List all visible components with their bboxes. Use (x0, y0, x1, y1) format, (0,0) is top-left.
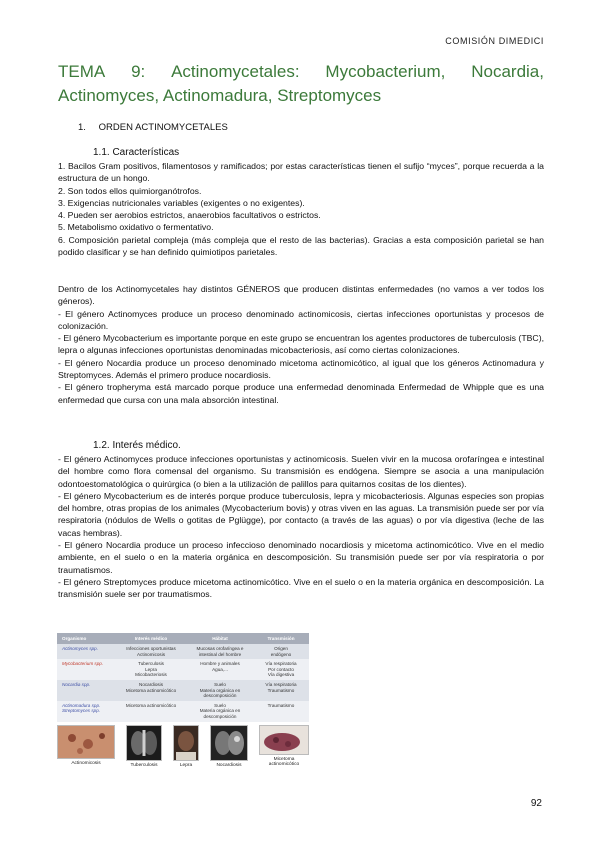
paragraph-line: Dentro de los Actinomycetales hay distintos GÉNEROS que producen distintas enfermedades (no vamos a ver todos los géneros). (58, 284, 544, 307)
image-caption: Actinomicosis (71, 760, 101, 766)
table-cell: Nocardia spp. (57, 680, 115, 701)
table-cell: Vía respiratoria Por contacto Vía digestiva (253, 659, 309, 680)
section-label: ORDEN ACTINOMYCETALES (98, 122, 228, 133)
paragraph-line: - El género Mycobacterium es importante porque en este grupo se encuentran los agentes productores de tuberculosis (TBC), lepra o algunas infecciones oportunistas denominadas micobacteriosis, así como ciertas colonizaciones. (58, 333, 544, 356)
interes-paragraph (58, 453, 544, 601)
image-caption: Nocardiosis (216, 762, 242, 768)
face-photo (173, 725, 199, 761)
column-header: Interés médico (115, 633, 187, 644)
list-item: 3. Exigencias nutricionales variables (exigentes o no exigentes). (58, 197, 305, 208)
page-number: 92 (530, 798, 542, 809)
table-cell: Suelo Materia orgánica en descomposición (187, 680, 253, 701)
image-caption: Micetoma actinomicótico (268, 756, 300, 768)
list-item: 1. Bacilos Gram positivos, filamentosos y ramificados; por estas características tienen el sufijo “myces”, porque recuerda a la estructura de un hongo. (58, 161, 544, 184)
list-item: 4. Pueden ser aerobios estrictos, anaerobios facultativos o estrictos. (58, 210, 321, 221)
title-word: 9: (131, 62, 146, 81)
skin-lesion-photo (57, 725, 115, 759)
section-heading (78, 122, 228, 133)
subsection-caracteristicas: 1.1. Características (93, 147, 180, 158)
title-line-2: Actinomyces, Actinomadura, Streptomyces (58, 86, 382, 105)
foot-lesion-photo (259, 725, 309, 755)
table-header-row (57, 633, 309, 644)
image-caption: Tuberculosis (130, 762, 158, 768)
title-word: TEMA (58, 62, 106, 81)
caracteristicas-list (58, 160, 544, 258)
summary-figure (57, 633, 309, 768)
table-row (57, 680, 309, 701)
paragraph-line: - El género Actinomyces produce un proceso denominado actinomicosis, ciertas infecciones oportunistas y procesos de colonización. (58, 308, 544, 331)
running-header: COMISIÓN DIMEDICI (445, 36, 544, 46)
subsection-interes: 1.2. Interés médico. (93, 440, 181, 451)
paragraph-line: - El género Nocardia produce un proceso infeccioso denominado nocardiosis y micetoma actinomicótico. Vive en el medio ambiente, en el suelo o en la materia orgánica en descomposición. Su transmisión puede ser por vía respiratoria o por traumatismos. (58, 540, 544, 575)
paragraph-line: - El género Actinomyces produce infecciones oportunistas y actinomicosis. Suelen vivir en la mucosa orofaríngea e intestinal del hombre como flora comensal del organismo. Su transmisión es endógena. Siempre se asocia a una manipulación odontoestomatológica o quirúrgica (o bien a la utilización de palillos para quitarnos cositas de los dientes). (58, 454, 544, 489)
table-cell: Suelo Materia orgánica en descomposición (187, 701, 253, 722)
image-actinomicosis (57, 725, 115, 769)
page-title (58, 60, 544, 108)
chest-xray-photo (126, 725, 162, 761)
list-item: 5. Metabolismo oxidativo o fermentativo. (58, 222, 214, 233)
column-header: Hábitat (187, 633, 253, 644)
clinical-images (57, 725, 309, 769)
image-nocardiosis (210, 725, 248, 769)
image-tuberculosis (126, 725, 162, 769)
paragraph-line: - El género tropheryma está marcado porque produce una enfermedad denominada Enfermedad de Whipple que es una enfermedad que cursa con una mala absorción intestinal. (58, 382, 544, 405)
image-caption: Lepra (179, 762, 193, 768)
table-cell: Micetoma actinomicótico (115, 701, 187, 722)
column-header: Transmisión (253, 633, 309, 644)
image-micetoma (259, 725, 309, 769)
table-cell: Hombre y animales Agua,... (187, 659, 253, 680)
paragraph-line: - El género Streptomyces produce micetoma actinomicótico. Vive en el suelo o en la materia orgánica en descomposición. La transmisión suele ser por traumatismos. (58, 576, 544, 600)
paragraph-line: - El género Mycobacterium es de interés porque produce tuberculosis, lepra y micobacteriosis. Algunas especies son propias del hombre, otras propias de los animales (Mycobacterium bovis) y otras viven en las aguas. La transmisión puede ser por vía respiratoria (nódulos de Wells o gotitas de Pglügge), por contacto (a través de las aguas) o por vía digestiva (leche de las vacas hembras). (58, 490, 544, 538)
list-item: 6. Composición parietal compleja (más compleja que el resto de las bacterias). Gracias a esta composición parietal se han podido clasificar y se han definido quimiotipos parietales. (58, 234, 544, 258)
title-word: Actinomycetales: (171, 62, 300, 81)
title-word: Nocardia, (471, 62, 544, 81)
table-row (57, 644, 309, 659)
image-lepra (173, 725, 199, 769)
title-line-1 (58, 60, 544, 84)
chest-xray-photo (210, 725, 248, 761)
table-cell: Tuberculosis Lepra Micobacteriosis (115, 659, 187, 680)
title-word: Mycobacterium, (325, 62, 446, 81)
paragraph-line: - El género Nocardia produce un proceso denominado micetoma actinomicótico, al igual que los géneros Actinomadura y Streptomyces. Además el primero produce nocardiosis. (58, 357, 544, 381)
table-cell: Infecciones oportunistas Actinomicosis (115, 644, 187, 659)
table-cell: Vía respiratoria Traumatismo (253, 680, 309, 701)
table-cell: Actinomyces spp. (57, 644, 115, 659)
table-cell: Mycobacterium spp. (57, 659, 115, 680)
list-item: 2. Son todos ellos quimiorganótrofos. (58, 185, 202, 196)
generos-paragraph (58, 283, 544, 406)
table-cell: Origen endógeno (253, 644, 309, 659)
table-row (57, 659, 309, 680)
table-row (57, 701, 309, 722)
table-cell: Traumatismo (253, 701, 309, 722)
summary-table (57, 633, 309, 722)
table-cell: Mucosas orofaríngea e intestinal del hombre (187, 644, 253, 659)
column-header: Organismo (57, 633, 115, 644)
section-number: 1. (78, 122, 86, 133)
table-cell: Actinomadura spp. Streptomyces spp. (57, 701, 115, 722)
table-cell: Nocardiosis Micetoma actinomicótico (115, 680, 187, 701)
